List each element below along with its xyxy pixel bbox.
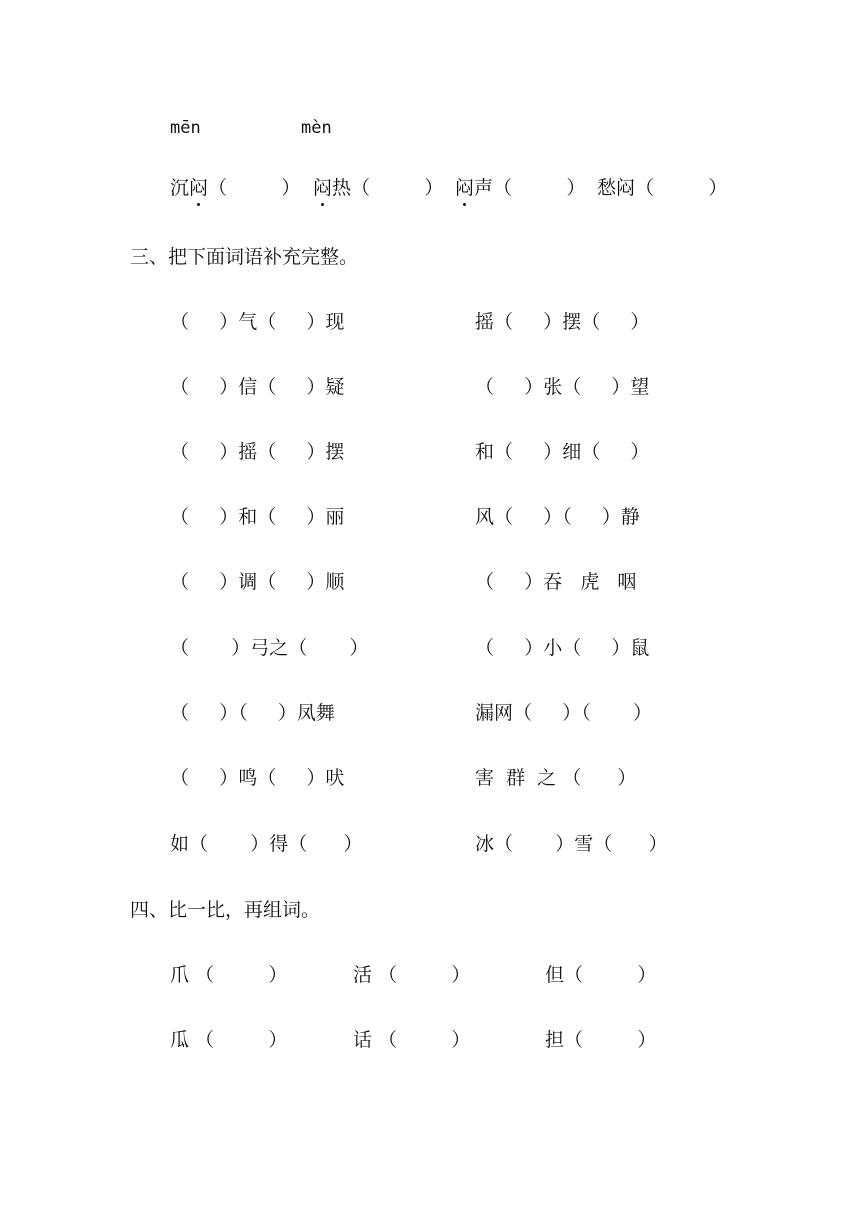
dotted-row-blank: 热（ ） [332, 177, 444, 199]
dotted-char: 闷 [189, 177, 209, 199]
section-3-right-7: 漏网（ ）（ ） [475, 702, 652, 724]
section-3-right-9: 冰（ ）雪（ ） [475, 833, 668, 855]
dotted-row-blank: （ ） [208, 177, 301, 199]
section-4-row1-col2: 活 （ ） [353, 964, 471, 986]
section-3-right-5: （ ）吞 虎 咽 [475, 571, 637, 593]
section-3-right-6: （ ）小（ ）鼠 [475, 637, 650, 659]
section-3-left-4: （ ）和（ ）丽 [170, 506, 345, 528]
section-3-heading: 三、把下面词语补充完整。 [130, 246, 359, 268]
section-4-row2-col1: 瓜 （ ） [170, 1029, 288, 1051]
section-3-right-3: 和（ ）细（ ） [475, 441, 650, 463]
section-3-right-4: 风（ ）（ ）静 [475, 506, 640, 528]
section-3-left-5: （ ）调（ ）顺 [170, 571, 345, 593]
dotted-word-row-item [313, 176, 443, 200]
section-3-left-9: 如（ ）得（ ） [170, 833, 363, 855]
dotted-word-row-item: 愁闷（ ） [597, 177, 728, 199]
dotted-char: 闷 [313, 177, 333, 199]
section-3-right-2: （ ）张（ ）望 [475, 376, 650, 398]
section-3-left-6: （ ）弓之（ ） [170, 637, 369, 659]
section-4-row2-col3: 担（ ） [545, 1029, 657, 1051]
section-3-left-2: （ ）信（ ）疑 [170, 376, 345, 398]
dotted-char: 闷 [455, 177, 475, 199]
pinyin-men4: mèn [301, 118, 332, 138]
dotted-word-row [170, 176, 300, 200]
section-3-left-3: （ ）摇（ ）摆 [170, 441, 345, 463]
section-3-left-1: （ ）气（ ）现 [170, 311, 345, 333]
section-4-heading: 四、比一比，再组词。 [130, 899, 321, 921]
dotted-row-prefix: 沉 [170, 177, 190, 199]
section-3-right-1: 摇（ ）摆（ ） [475, 311, 650, 333]
section-4-row2-col2: 话 （ ） [353, 1029, 471, 1051]
section-4-row1-col3: 但（ ） [545, 964, 657, 986]
pinyin-men1: mēn [170, 118, 201, 138]
section-3-right-8: 害 群 之 （ ） [475, 767, 637, 789]
section-3-left-7: （ ）（ ）凤舞 [170, 702, 335, 724]
dotted-row-blank: 声（ ） [474, 177, 586, 199]
section-4-row1-col1: 爪 （ ） [170, 964, 288, 986]
section-3-left-8: （ ）鸣（ ）吠 [170, 767, 345, 789]
dotted-word-row-item [455, 176, 585, 200]
